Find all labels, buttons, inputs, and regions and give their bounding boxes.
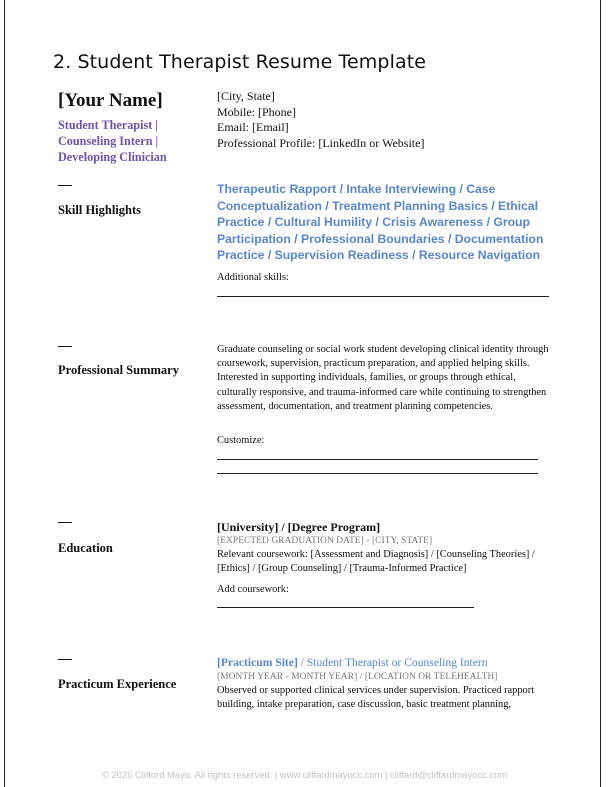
customize-line-2 [217,473,538,474]
contact-block [217,89,424,151]
practicum-text: Observed or supported clinical services under supervision. Practiced rapport building, intake preparation, case discussion, basic treatment planning, [217,685,535,711]
education-meta: [EXPECTED GRADUATION DATE] - [CITY, STATE] [217,536,433,546]
page-footer: © 2026 Clifford Mayo. All rights reserved. | www.cliffardmayocc.com | cliffard@cliffardmayocc.com [101,769,508,780]
summary-section-label: Professional Summary [58,363,179,377]
resume-name: [Your Name] [58,90,163,111]
resume-tagline [58,117,198,165]
practicum-section-label: Practicum Experience [58,677,177,691]
education-dash [58,522,72,523]
contact-mobile: Mobile: [Phone] [217,104,296,119]
contact-location: [City, State] [217,89,275,103]
additional-skills-label: Additional skills: [217,272,289,283]
summary-dash [58,346,72,347]
contact-email: Email: [Email] [217,120,289,135]
skills-section-label: Skill Highlights [58,203,142,217]
customize-label: Customize: [217,435,265,446]
practicum-meta: [MONTH YEAR - MONTH YEAR] / [LOCATION OR TELEHEALTH] [217,672,498,682]
tagline-line-3: Developing Clinician [58,150,167,164]
add-coursework-label: Add coursework: [217,584,289,595]
education-coursework: Relevant coursework: [Assessment and Diagnosis] / [Counseling Theories] / [Ethics] / [Group Counseling] / [Trauma-Informed Practice] [217,549,535,575]
education-school: [University] / [Degree Program] [217,520,381,534]
skills-highlights: Therapeutic Rapport / Intake Interviewing / Case Conceptualization / Treatment Planning Basics / Ethical Practice / Cultural Humility / Crisis Awareness / Group Participation / Professional Boundaries / Documentation Practice / Supervision Readiness / Resource Navigation [217,182,544,263]
practicum-site: [Practicum Site] [217,656,298,669]
practicum-role: / Student Therapist or Counseling Intern [297,656,488,669]
document-title: 2. Student Therapist Resume Template [53,51,427,73]
practicum-title [217,656,488,669]
education-section-label: Education [58,541,113,555]
contact-profile: Professional Profile: [LinkedIn or Website] [217,135,425,150]
tagline-line-1: Student Therapist | [58,118,158,132]
summary-text: Graduate counseling or social work student developing clinical identity through coursework, supervision, practicum preparation, and applied helping skills. Interested in supporting individuals, families, or groups through ethical, culturally responsive, and trauma-informed care while continuing to strengthen assessment, documentation, and treatment planning competencies. [217,344,549,412]
customize-line-1 [217,459,538,460]
practicum-dash [58,659,72,660]
additional-skills-line [217,296,549,297]
add-coursework-line [217,607,474,608]
skills-dash [58,185,72,186]
tagline-line-2: Counseling Intern | [58,134,159,148]
